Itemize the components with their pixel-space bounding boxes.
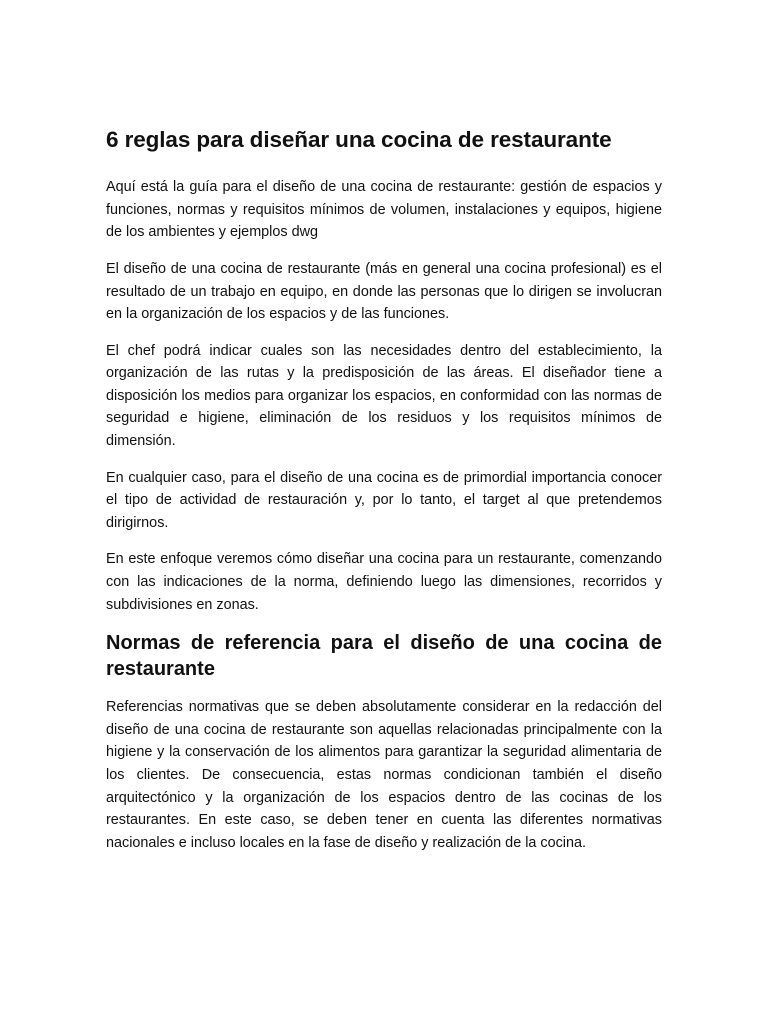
paragraph-intro: Aquí está la guía para el diseño de una cocina de restaurante: gestión de espacios y funciones, normas y requisitos mínimos de volumen, instalaciones y equipos, higiene de los ambientes y ejemplos dwg bbox=[106, 179, 662, 241]
paragraph-activity: En cualquier caso, para el diseño de una cocina es de primordial importancia conocer el tipo de actividad de restauración y, por lo tanto, el target al que pretendemos dirigirnos. bbox=[106, 469, 662, 531]
section-heading: Normas de referencia para el diseño de una cocina de restaurante bbox=[106, 632, 662, 681]
paragraph-approach: En este enfoque veremos cómo diseñar una cocina para un restaurante, comenzando con las indicaciones de la norma, definiendo luego las dimensiones, recorridos y subdivisiones en zonas. bbox=[106, 551, 662, 613]
document-page bbox=[106, 126, 662, 868]
paragraph-regulations: Referencias normativas que se deben absolutamente considerar en la redacción del diseño de una cocina de restaurante son aquellas relacionadas principalmente con la higiene y la conservación de los alimentos para garantizar la seguridad alimentaria de los clientes. De consecuencia, estas normas condicionan también el diseño arquitectónico y la organización de los espacios dentro de las cocinas de los restaurantes. En este caso, se deben tener en cuenta las diferentes normativas nacionales e incluso locales en la fase de diseño y realización de la cocina. bbox=[106, 699, 662, 851]
document-title: 6 reglas para diseñar una cocina de restaurante bbox=[106, 127, 612, 152]
paragraph-teamwork: El diseño de una cocina de restaurante (más en general una cocina profesional) es el resultado de un trabajo en equipo, en donde las personas que lo dirigen se involucran en la organización de los espacios y de las funciones. bbox=[106, 260, 662, 323]
paragraph-chef: El chef podrá indicar cuales son las necesidades dentro del establecimiento, la organización de las rutas y la predisposición de las áreas. El diseñador tiene a disposición los medios para organizar los espacios, en conformidad con las normas de seguridad e higiene, eliminación de los residuos y los requisitos mínimos de dimensión. bbox=[106, 342, 662, 450]
